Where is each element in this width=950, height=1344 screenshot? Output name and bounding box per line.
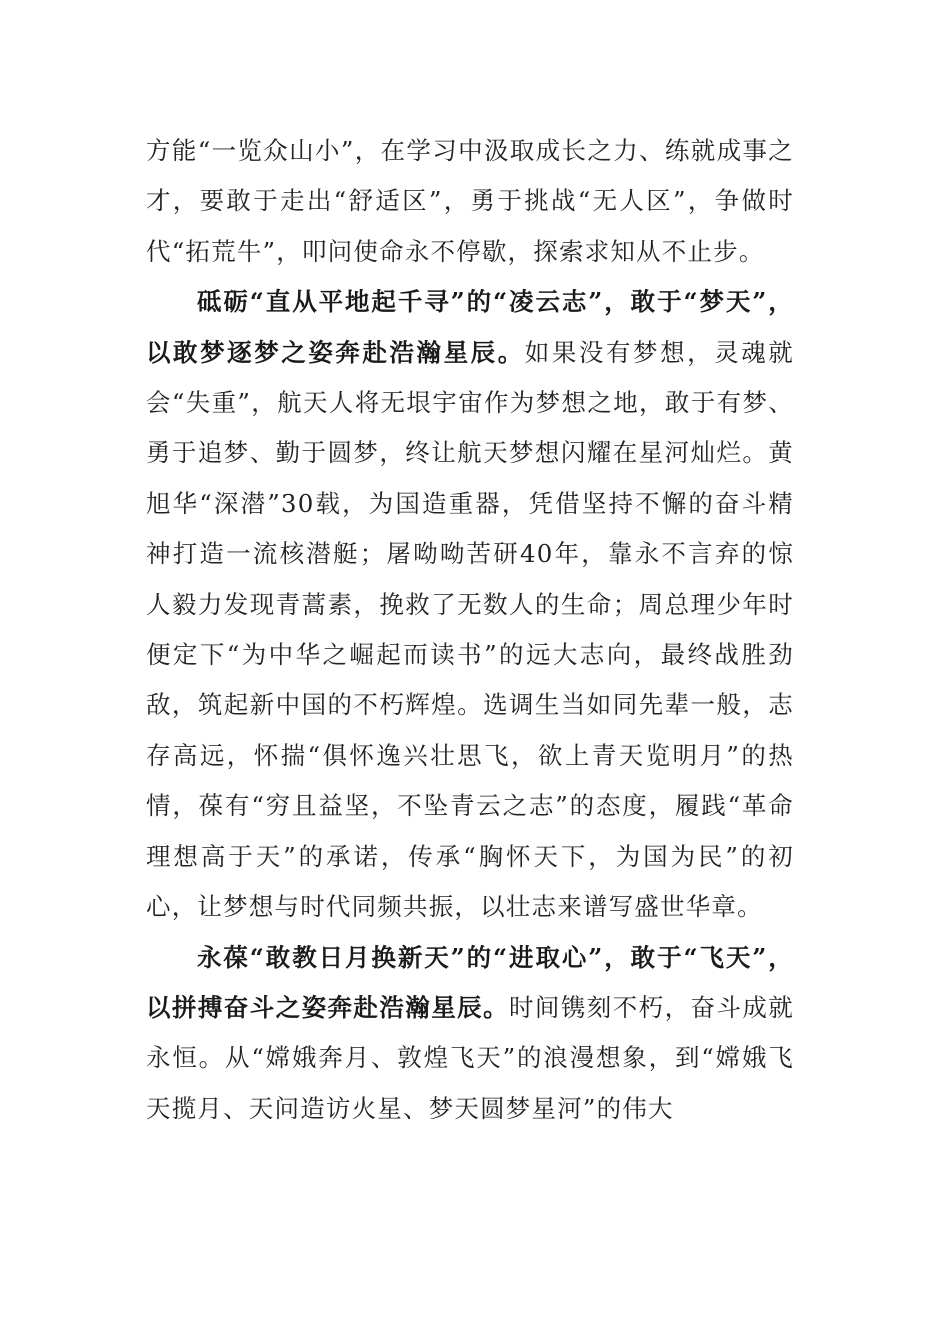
paragraph-text: 如果没有梦想，灵魂就会“失重”，航天人将无垠宇宙作为梦想之地，敢于有梦、勇于追梦、勤于圆梦，终让航天梦想闪耀在星河灿烂。黄旭华“深潜”30载，为国造重器，凭借坚持不懈的奋斗精神打造一流核潜艇；屠呦呦苦研40年，靠永不言弃的惊人毅力发现青蒿素，挽救了无数人的生命；周总理少年时便定下“为中华之崛起而读书”的远大志向，最终战胜劲敌，筑起新中国的不朽辉煌。选调生当如同先辈一般，志存高远，怀揣“俱怀逸兴壮思飞，欲上青天览明月”的热情，葆有“穷且益坚，不坠青云之志”的态度，履践“革命理想高于天”的承诺，传承“胸怀天下，为国为民”的初心，让梦想与时代同频共振，以壮志来谱写盛世华章。 xyxy=(146,337,794,922)
paragraph-text: 时间镌刻不朽，奋斗成就永恒。从“嫦娥奔月、敦煌飞天”的浪漫想象，到“嫦娥飞天揽月、天问造访火星、梦天圆梦星河”的伟大 xyxy=(146,992,794,1123)
paragraph-lead-heading: 砥砺“直从平地起千寻”的“凌云志”，敢于“梦天”，以敢梦逐梦之姿奔赴浩瀚星辰。 xyxy=(146,287,794,367)
document-body xyxy=(146,126,794,1134)
paragraph-dream-sky xyxy=(146,277,794,932)
paragraph-text: 方能“一览众山小”，在学习中汲取成长之力、练就成事之才，要敢于走出“舒适区”，勇于挑战“无人区”，争做时代“拓荒牛”，叩问使命永不停歇，探索求知从不止步。 xyxy=(146,136,794,266)
paragraph-lead-heading: 永葆“敢教日月换新天”的“进取心”，敢于“飞天”，以拼搏奋斗之姿奔赴浩瀚星辰。 xyxy=(146,942,794,1022)
paragraph-continuation xyxy=(146,126,794,277)
paragraph-fly-sky xyxy=(146,933,794,1135)
